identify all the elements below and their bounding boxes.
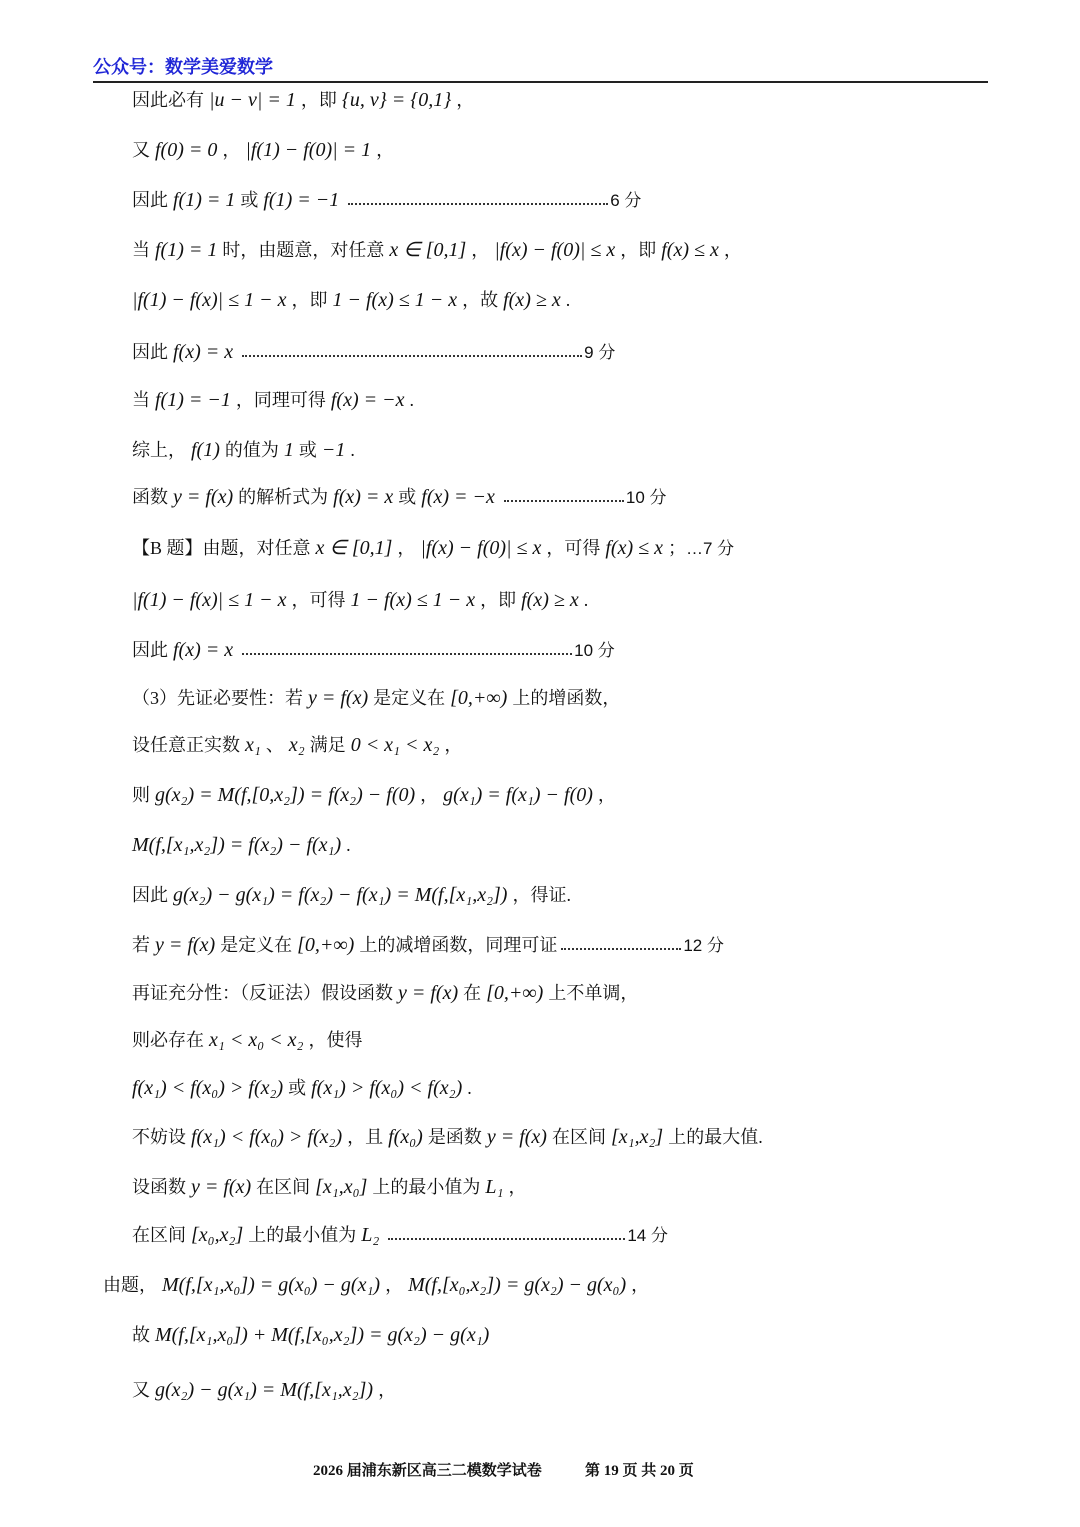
text: 又 bbox=[132, 1380, 150, 1400]
formula: y = f(x) bbox=[155, 934, 216, 956]
formula: y = f(x) bbox=[191, 1176, 252, 1198]
formula: f(x₁) > f(x₀) < f(x₂) bbox=[311, 1077, 463, 1099]
solution-line-7 bbox=[132, 380, 414, 420]
text: ， bbox=[723, 240, 742, 260]
text: 故 bbox=[132, 1325, 150, 1345]
solution-line-6 bbox=[132, 332, 615, 372]
text: 因此必有 bbox=[132, 90, 204, 110]
solution-line-8 bbox=[132, 430, 355, 470]
dot-leader bbox=[504, 500, 624, 502]
account-header: 公众号：数学美爱数学 bbox=[93, 57, 273, 77]
formula: [x₁,x₀] bbox=[315, 1176, 368, 1198]
dot-leader bbox=[348, 203, 608, 205]
text: 、 bbox=[265, 735, 284, 755]
text: 在区间 bbox=[256, 1177, 311, 1197]
solution-line-20 bbox=[132, 1020, 362, 1060]
solution-line-17 bbox=[132, 875, 571, 915]
formula: g(x₂) − g(x₁) = f(x₂) − f(x₁) = M(f,[x₁,x₂]) bbox=[173, 884, 508, 906]
footer-page-number: 第 19 页 共 20 页 bbox=[585, 1463, 694, 1479]
text: 上的最小值为 bbox=[372, 1177, 481, 1197]
formula: |f(x) − f(0)| ≤ x bbox=[420, 537, 542, 559]
text: 设任意正实数 bbox=[132, 735, 240, 755]
text: 当 bbox=[132, 240, 150, 260]
formula: y = f(x) bbox=[173, 486, 234, 508]
text: 或 bbox=[398, 487, 417, 507]
text: ，即 bbox=[300, 90, 337, 110]
footer-exam-title: 2026 届浦东新区高三二模数学试卷 bbox=[313, 1463, 542, 1479]
formula: f(x₁) < f(x₀) > f(x₂) bbox=[132, 1077, 284, 1099]
text: ， bbox=[444, 735, 463, 755]
score: 6 分 bbox=[610, 191, 642, 210]
formula: f(x) = x bbox=[173, 341, 234, 363]
formula: M(f,[x₁,x₂]) = f(x₂) − f(x₁) bbox=[132, 834, 342, 856]
solution-line-4 bbox=[132, 230, 742, 270]
solution-line-9 bbox=[132, 477, 667, 517]
formula: M(f,[x₁,x₀]) = g(x₀) − g(x₁) bbox=[162, 1274, 381, 1296]
text: ，可得 bbox=[546, 538, 601, 558]
text: . bbox=[565, 290, 571, 310]
solution-line-27 bbox=[132, 1370, 396, 1410]
solution-line-5 bbox=[132, 280, 570, 320]
text: ； bbox=[667, 538, 686, 558]
solution-line-12 bbox=[132, 630, 615, 670]
solution-line-13 bbox=[132, 678, 620, 718]
formula: f(1) bbox=[191, 439, 220, 461]
text: 当 bbox=[132, 390, 150, 410]
text: 因此 bbox=[132, 640, 168, 660]
solution-line-14 bbox=[132, 725, 462, 765]
text: ，可得 bbox=[291, 590, 346, 610]
score: 9 分 bbox=[584, 343, 616, 362]
formula: f(x) = x bbox=[333, 486, 394, 508]
text: ， bbox=[420, 785, 439, 805]
text: 则必存在 bbox=[132, 1030, 204, 1050]
dot-leader bbox=[561, 948, 681, 950]
text: ，即 bbox=[480, 590, 517, 610]
text: 是定义在 bbox=[373, 688, 446, 708]
text: 是函数 bbox=[427, 1127, 482, 1147]
formula: f(0) = 0 bbox=[155, 139, 218, 161]
text: 上不单调， bbox=[548, 983, 639, 1003]
formula: |f(1) − f(0)| = 1 bbox=[245, 139, 372, 161]
text: ，即 bbox=[620, 240, 657, 260]
formula: |f(1) − f(x)| ≤ 1 − x bbox=[132, 289, 287, 311]
formula: [0,+∞) bbox=[486, 982, 544, 1004]
formula: f(x) = x bbox=[173, 639, 234, 661]
text: 或 bbox=[298, 440, 317, 460]
text: . bbox=[467, 1078, 472, 1098]
text: . bbox=[346, 835, 351, 855]
dot-leader bbox=[242, 355, 582, 357]
formula: g(x₂) = M(f,[0,x₂]) = f(x₂) − f(0) bbox=[155, 784, 416, 806]
solution-line-21 bbox=[132, 1068, 472, 1108]
text: 因此 bbox=[132, 190, 168, 210]
formula: [x₁,x₂] bbox=[610, 1126, 664, 1148]
solution-line-22 bbox=[132, 1117, 763, 1157]
formula: x₁ bbox=[245, 734, 261, 756]
text: 上的最小值为 bbox=[248, 1225, 357, 1245]
solution-line-18 bbox=[132, 925, 724, 965]
text: ，同理可得 bbox=[235, 390, 326, 410]
text: ， bbox=[631, 1275, 650, 1295]
formula: −1 bbox=[321, 439, 346, 461]
formula: x₂ bbox=[288, 734, 305, 756]
formula: y = f(x) bbox=[398, 982, 459, 1004]
text: 上的减增函数，同理可证 bbox=[359, 935, 558, 955]
text: 综上， bbox=[132, 440, 186, 460]
formula: f(x) = −x bbox=[421, 486, 495, 508]
formula: [0,+∞) bbox=[297, 934, 355, 956]
formula: 1 − f(x) ≤ 1 − x bbox=[332, 289, 458, 311]
text: 的值为 bbox=[224, 440, 279, 460]
formula: [x₀,x₂] bbox=[191, 1224, 244, 1246]
formula: f(1) = 1 bbox=[173, 189, 236, 211]
formula: 1 bbox=[283, 439, 294, 461]
formula: |f(1) − f(x)| ≤ 1 − x bbox=[132, 589, 287, 611]
text: 上的增函数， bbox=[512, 688, 621, 708]
solution-line-2 bbox=[132, 130, 394, 170]
text: 的解析式为 bbox=[238, 487, 329, 507]
score: 10 分 bbox=[574, 641, 615, 660]
text: ， bbox=[397, 538, 416, 558]
formula: |u − v| = 1 bbox=[209, 89, 296, 111]
text: 在 bbox=[463, 983, 482, 1003]
formula: x ∈ [0,1] bbox=[315, 537, 393, 559]
text: 是定义在 bbox=[220, 935, 293, 955]
formula: L₁ bbox=[485, 1176, 504, 1198]
formula: f(x) ≤ x bbox=[605, 537, 663, 559]
solution-line-11 bbox=[132, 580, 588, 620]
solution-line-15 bbox=[132, 775, 616, 815]
formula: y = f(x) bbox=[486, 1126, 547, 1148]
text: 不妨设 bbox=[132, 1127, 186, 1147]
text: （3）先证必要性：若 bbox=[132, 688, 303, 708]
formula: [0,+∞) bbox=[450, 687, 508, 709]
text: 又 bbox=[132, 140, 150, 160]
text: ，即 bbox=[291, 290, 328, 310]
solution-line-19 bbox=[132, 973, 638, 1013]
text: ， bbox=[376, 140, 395, 160]
formula: g(x₂) − g(x₁) = M(f,[x₁,x₂]) bbox=[155, 1379, 374, 1401]
score: 12 分 bbox=[683, 936, 724, 955]
dot-leader bbox=[242, 653, 572, 655]
text: ，得证. bbox=[512, 885, 571, 905]
formula: f(x) ≥ x bbox=[521, 589, 579, 611]
formula: f(x) ≥ x bbox=[503, 289, 561, 311]
dot-leader bbox=[388, 1238, 625, 1240]
text: 【B 题】由题，对任意 bbox=[132, 538, 311, 558]
solution-line-16 bbox=[132, 825, 351, 865]
text: 在区间 bbox=[551, 1127, 606, 1147]
formula: f(1) = −1 bbox=[263, 189, 340, 211]
text: ， bbox=[378, 1380, 397, 1400]
text: ，使得 bbox=[308, 1030, 363, 1050]
text: 或 bbox=[240, 190, 259, 210]
text: 函数 bbox=[132, 487, 168, 507]
text: . bbox=[409, 390, 414, 410]
solution-line-26 bbox=[132, 1315, 494, 1355]
score: …7 分 bbox=[685, 539, 735, 558]
text: . bbox=[583, 590, 589, 610]
text: 设函数 bbox=[132, 1177, 186, 1197]
solution-line-25 bbox=[103, 1265, 649, 1305]
formula: |f(x) − f(0)| ≤ x bbox=[494, 239, 616, 261]
text: ， bbox=[597, 785, 616, 805]
text: . bbox=[350, 440, 355, 460]
formula: x₁ < x₀ < x₂ bbox=[209, 1029, 304, 1051]
text: ， bbox=[508, 1177, 527, 1197]
text: ， bbox=[471, 240, 490, 260]
solution-line-1 bbox=[132, 80, 474, 120]
formula: f(1) = 1 bbox=[155, 239, 218, 261]
solution-line-24 bbox=[132, 1215, 668, 1255]
formula: f(1) = −1 bbox=[155, 389, 231, 411]
text: 时，由题意，对任意 bbox=[222, 240, 385, 260]
text: ，故 bbox=[462, 290, 499, 310]
formula: g(x₁) = f(x₁) − f(0) bbox=[443, 784, 593, 806]
text: ， bbox=[385, 1275, 404, 1295]
text: 因此 bbox=[132, 885, 168, 905]
score: 14 分 bbox=[627, 1226, 668, 1245]
formula: L₂ bbox=[361, 1224, 380, 1246]
text: 若 bbox=[132, 935, 150, 955]
text: ，且 bbox=[347, 1127, 384, 1147]
formula: f(x) = −x bbox=[330, 389, 405, 411]
solution-line-10 bbox=[132, 528, 734, 568]
formula: y = f(x) bbox=[308, 687, 369, 709]
text: 因此 bbox=[132, 342, 168, 362]
formula: M(f,[x₀,x₂]) = g(x₂) − g(x₀) bbox=[408, 1274, 627, 1296]
formula: f(x) ≤ x bbox=[661, 239, 719, 261]
formula: f(x₀) bbox=[388, 1126, 423, 1148]
formula: 0 < x₁ < x₂ bbox=[350, 734, 440, 756]
text: 则 bbox=[132, 785, 150, 805]
formula: x ∈ [0,1] bbox=[389, 239, 467, 261]
text: ， bbox=[222, 140, 241, 160]
solution-line-23 bbox=[132, 1167, 526, 1207]
text: 再证充分性：（反证法）假设函数 bbox=[132, 983, 393, 1003]
text: 满足 bbox=[309, 735, 346, 755]
text: 由题， bbox=[103, 1275, 157, 1295]
formula: {u, v} = {0,1} bbox=[341, 89, 452, 111]
text: 或 bbox=[288, 1078, 307, 1098]
score: 10 分 bbox=[625, 488, 667, 507]
formula: f(x₁) < f(x₀) > f(x₂) bbox=[191, 1126, 343, 1148]
text: 上的最大值. bbox=[668, 1127, 763, 1147]
formula: M(f,[x₁,x₀]) + M(f,[x₀,x₂]) = g(x₂) − g(x₁) bbox=[155, 1324, 490, 1346]
formula: 1 − f(x) ≤ 1 − x bbox=[350, 589, 476, 611]
text: ， bbox=[456, 90, 475, 110]
text: 在区间 bbox=[132, 1225, 186, 1245]
solution-line-3 bbox=[132, 180, 641, 220]
